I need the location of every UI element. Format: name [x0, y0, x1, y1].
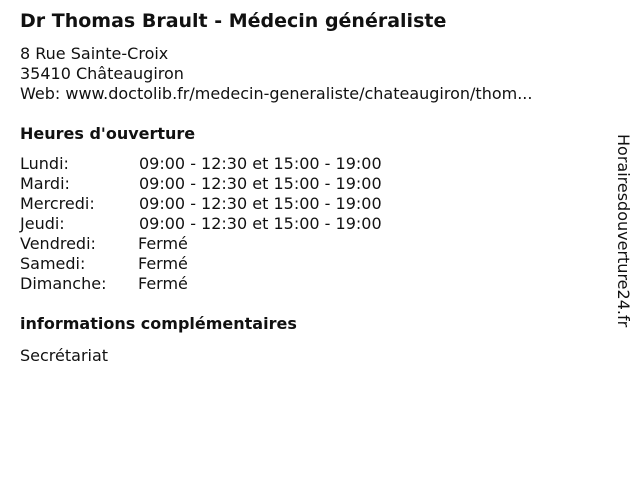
hours-value: Fermé [138, 274, 188, 293]
page-title: Dr Thomas Brault - Médecin généraliste [20, 10, 447, 32]
additional-info-heading: informations complémentaires [20, 314, 297, 333]
day-label: Mercredi: [20, 194, 95, 213]
day-label: Jeudi: [20, 214, 65, 233]
hours-row-wednesday [20, 194, 440, 214]
hours-value: 09:00 - 12:30 et 15:00 - 19:00 [139, 194, 382, 213]
day-label: Lundi: [20, 154, 69, 173]
day-label: Samedi: [20, 254, 86, 273]
hours-value: Fermé [138, 234, 188, 253]
hours-value: 09:00 - 12:30 et 15:00 - 19:00 [139, 214, 382, 233]
hours-value: 09:00 - 12:30 et 15:00 - 19:00 [139, 174, 382, 193]
day-label: Mardi: [20, 174, 70, 193]
day-label: Dimanche: [20, 274, 107, 293]
hours-row-monday [20, 154, 440, 174]
postal-city: 35410 Châteaugiron [20, 64, 184, 83]
hours-row-thursday [20, 214, 440, 234]
hours-value: Fermé [138, 254, 188, 273]
opening-hours-heading: Heures d'ouverture [20, 124, 196, 143]
day-label: Vendredi: [20, 234, 96, 253]
site-watermark [613, 134, 633, 344]
street-address: 8 Rue Sainte-Croix [20, 44, 169, 63]
hours-value: 09:00 - 12:30 et 15:00 - 19:00 [139, 154, 382, 173]
hours-row-friday [20, 234, 440, 254]
hours-row-saturday [20, 254, 440, 274]
additional-info-text: Secrétariat [20, 346, 109, 365]
opening-hours-table [20, 154, 440, 294]
hours-row-tuesday [20, 174, 440, 194]
website-link[interactable]: Web: www.doctolib.fr/medecin-generaliste/chateaugiron/thom... [20, 84, 533, 103]
site-watermark-text: Horairesdouverture24.fr [614, 134, 633, 328]
hours-row-sunday [20, 274, 440, 294]
address-block [20, 44, 532, 104]
